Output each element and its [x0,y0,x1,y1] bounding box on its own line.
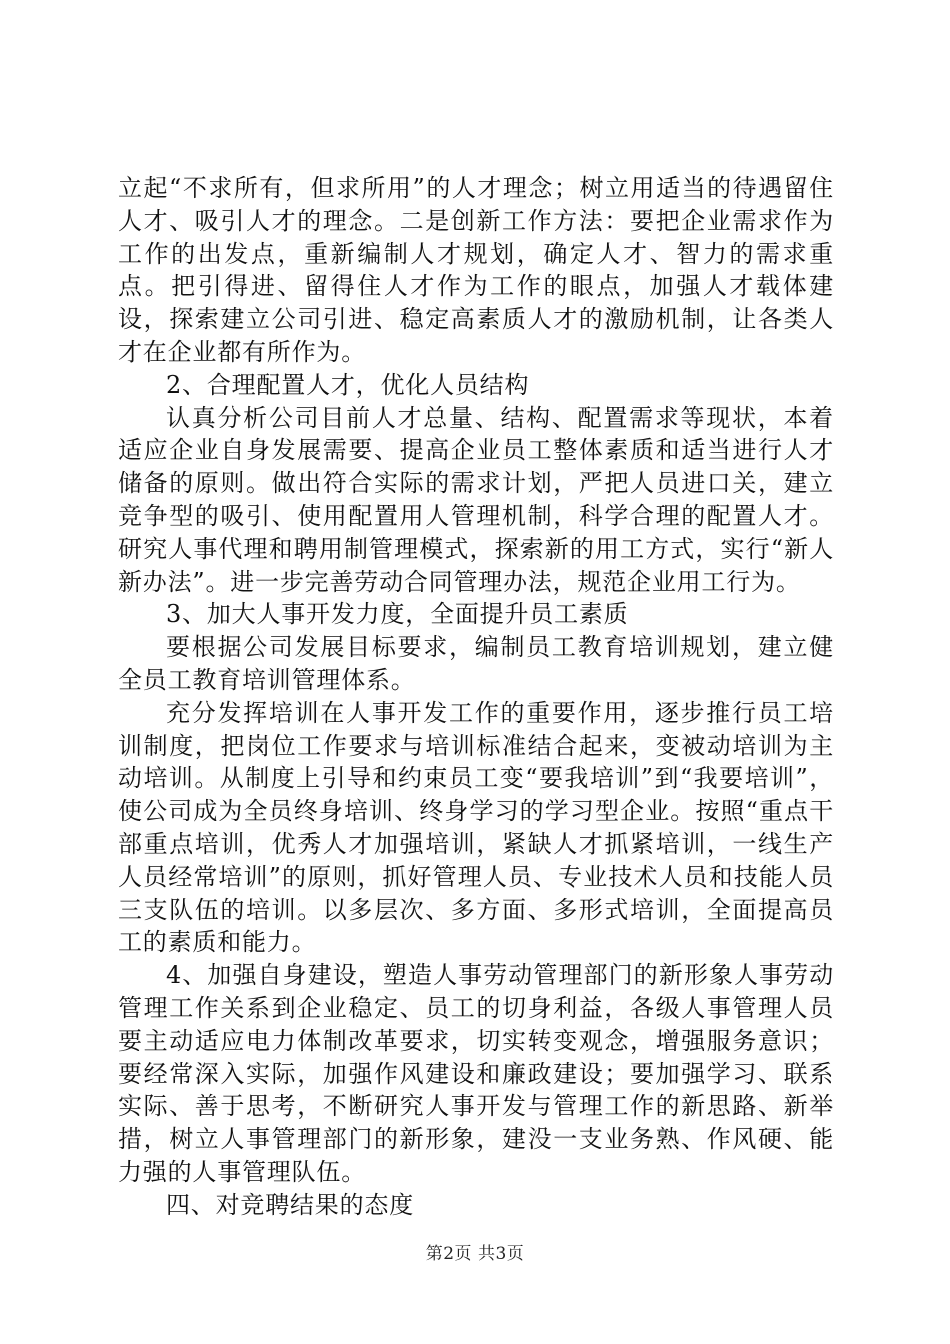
document-body [118,172,834,1222]
paragraph-training-role: 充分发挥培训在人事开发工作的重要作用，逐步推行员工培训制度，把岗位工作要求与培训标准结合起来，变被动培训为主动培训。从制度上引导和约束员工变“要我培训”到“我要培训”，使公司成为全员终身培训、终身学习的学习型企业。按照“重点干部重点培训，优秀人才加强培训，紧缺人才抓紧培训，一线生产人员经常培训”的原则，抓好管理人员、专业技术人员和技能人员三支队伍的培训。以多层次、多方面、多形式培训，全面提高员工的素质和能力。 [118,698,834,957]
paragraph-allocate-talent: 认真分析公司目前人才总量、结构、配置需求等现状，本着适应企业自身发展需要、提高企业员工整体素质和适当进行人才储备的原则。做出符合实际的需求计划，严把人员进口关，建立竞争型的吸引、使用配置用人管理机制，科学合理的配置人才。研究人事代理和聘用制管理模式，探索新的用工方式，实行“新人新办法”。进一步完善劳动合同管理办法，规范企业用工行为。 [118,403,834,596]
page-number-footer: 第2页 共3页 [425,1244,525,1264]
heading-allocate-talent: 2、合理配置人才，优化人员结构 [166,370,530,399]
heading-personnel-development: 3、加大人事开发力度，全面提升员工素质 [166,600,629,629]
paragraph-self-building: 4、加强自身建设，塑造人事劳动管理部门的新形象人事劳动管理工作关系到企业稳定、员工的切身利益，各级人事管理人员要主动适应电力体制改革要求，切实转变观念，增强服务意识；要经常深入实际，加强作风建设和廉政建设；要加强学习、联系实际、善于思考，不断研究人事开发与管理工作的新思路、新举措，树立人事管理部门的新形象，建没一支业务熟、作风硬、能力强的人事管理队伍。 [118,961,834,1186]
heading-attitude-to-results: 四、对竞聘结果的态度 [166,1190,414,1219]
paragraph-talent-philosophy: 立起“不求所有，但求所用”的人才理念；树立用适当的待遇留住人才、吸引人才的理念。二是创新工作方法：要把企业需求作为工作的出发点，重新编制人才规划，确定人才、智力的需求重点。把引得进、留得住人才作为工作的眼点，加强人才载体建设，探索建立公司引进、稳定高素质人才的激励机制，让各类人才在企业都有所作为。 [118,174,834,366]
paragraph-training-system: 要根据公司发展目标要求，编制员工教育培训规划，建立健全员工教育培训管理体系。 [118,633,834,694]
